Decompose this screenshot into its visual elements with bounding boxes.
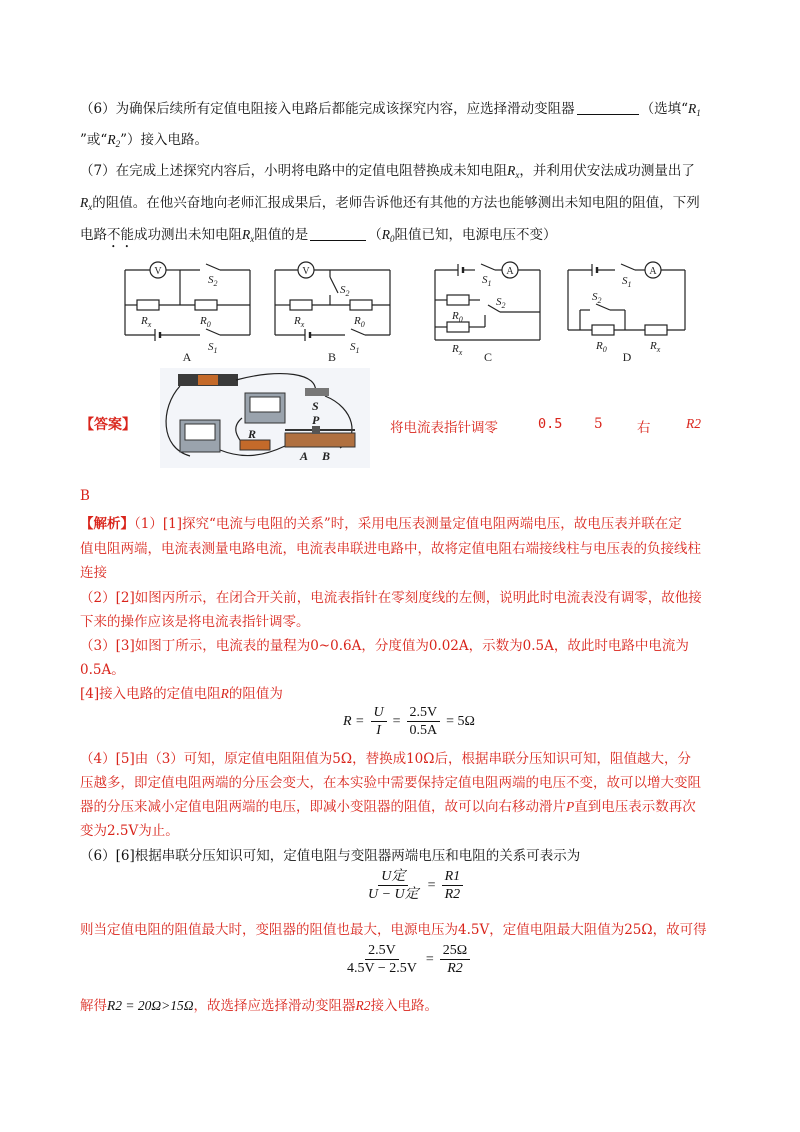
svg-text:S1 <box>208 341 218 355</box>
svg-text:S2 <box>592 291 602 305</box>
rheostat-photo-icon <box>285 433 355 447</box>
circuit-a-r0: R <box>200 315 207 327</box>
q7-text-g: （ <box>368 227 382 243</box>
circuit-c-rx-sub: x <box>458 348 463 357</box>
q7-r0-sub: 0 <box>390 234 395 244</box>
svg-text:R0 <box>353 315 365 329</box>
circuit-d-s2-sub: 2 <box>597 296 602 305</box>
formula1-frac1 <box>371 704 387 739</box>
formula1-frac2 <box>407 704 441 739</box>
circuit-b-v-label: V <box>302 266 310 277</box>
circuit-c-s1: S <box>482 274 488 286</box>
analysis-p-symbol: P <box>566 799 575 814</box>
circuit-d-r0-sub: 0 <box>602 345 607 354</box>
circuit-c-a-label: A <box>506 266 514 277</box>
photo-b-label: B <box>322 449 331 463</box>
analysis-line-8 <box>80 684 730 704</box>
q7-text-h: 阻值已知，电源电压不变） <box>394 227 557 243</box>
svg-text:S1 <box>482 274 492 288</box>
formula3-den2: R2 <box>447 961 463 976</box>
circuit-a-s2-sub: 2 <box>213 279 218 288</box>
q6-text-d: ”）接入电路。 <box>120 132 208 148</box>
svg-text:R0 <box>451 310 463 324</box>
circuit-b-rx-sub: x <box>300 320 305 329</box>
svg-text:R0 <box>595 340 607 354</box>
q6-line2 <box>80 130 730 154</box>
circuit-c-s1-sub: 1 <box>487 279 492 288</box>
q7-r0: R <box>381 227 390 242</box>
circuit-d-rx-sub: x <box>656 345 661 354</box>
formula1-den2: 0.5A <box>409 723 438 738</box>
photo-p-label: P <box>312 413 320 427</box>
apparatus-photo <box>160 368 370 468</box>
circuit-c-r0: R <box>452 310 459 322</box>
circuit-d-s1: S <box>622 275 628 287</box>
formula2-frac1 <box>365 868 422 903</box>
svg-text:S2 <box>340 284 350 298</box>
formula2-num1: U定 <box>378 868 408 886</box>
circuit-a-label: A <box>182 350 192 364</box>
q6-r2: R <box>107 132 116 147</box>
answer-label: 【答案】 <box>80 417 136 433</box>
circuit-b-s1-sub: 1 <box>355 346 360 355</box>
circuit-a-s1: S <box>208 341 214 353</box>
circuit-diagrams <box>110 255 710 365</box>
q6-line1 <box>80 99 730 123</box>
answer-item-4: 右 <box>637 420 651 436</box>
answer-item-1: 将电流表指针调零 <box>390 420 498 436</box>
q6-text-a: （6）为确保后续所有定值电阻接入电路后都能完成该探究内容，应选择滑动变阻器 <box>80 101 575 117</box>
analysis-result-eq: R2 = 20Ω>15Ω <box>107 998 194 1013</box>
formula-ohms-law <box>343 704 475 739</box>
q7-rx-sub: x <box>515 170 520 180</box>
formula3-eq: = <box>425 951 434 967</box>
svg-text:R0 <box>199 315 211 329</box>
analysis-text-11a: 器的分压来减小定值电阻两端的电压，即减小变阻器的阻值，故可以向右移动滑片 <box>80 799 566 815</box>
analysis-line-14: 则当定值电阻的阻值最大时，变阻器的阻值也最大，电源电压为4.5V，定值电阻最大阻值为25Ω，故可得 <box>80 922 707 938</box>
q6-r1: R <box>688 101 697 116</box>
formula2-eq: = <box>427 877 436 893</box>
formula2-num2: R1 <box>442 868 464 886</box>
q7-line1 <box>80 161 730 185</box>
analysis-line-6: （3）[3]如图丁所示，电流表的量程为0~0.6A，分度值为0.02A，示数为0.5A，故此时电路中电流为 <box>80 638 689 654</box>
svg-text:Rx <box>649 340 661 354</box>
circuit-a-s1-sub: 1 <box>213 346 218 355</box>
svg-text:S1 <box>350 341 360 355</box>
formula1-den1: I <box>376 723 381 738</box>
circuit-b-s2: S <box>340 284 346 296</box>
analysis-line-2: 值电阻两端，电流表测量电路电流，电流表串联进电路中，故将定值电阻右端接线柱与电压表的负接线柱 <box>80 541 701 557</box>
formula1-num2: 2.5V <box>407 704 441 722</box>
q7-line2 <box>80 193 730 217</box>
analysis-line-4: （2）[2]如图丙所示，在闭合开关前，电流表指针在零刻度线的左侧，说明此时电流表没有调零，故他接 <box>80 590 702 606</box>
svg-text:S2 <box>496 296 506 310</box>
answer-item-5: R2 <box>686 416 701 431</box>
q7-text-c: 的阻值。在他兴奋地向老师汇报成果后，老师告诉他还有其他的方法也能够测出未知电阻的阻值，下列 <box>92 195 700 211</box>
analysis-line-5: 下来的操作应该是将电流表指针调零。 <box>80 614 310 630</box>
analysis-line-10: 压越多，即定值电阻两端的分压会变大，在本实验中需要保持定值电阻两端的电压不变，故可以增大变阻 <box>80 775 701 791</box>
circuit-a-r0-sub: 0 <box>206 320 211 329</box>
q7-rx-2: R <box>80 195 89 210</box>
formula3-frac1 <box>344 942 420 977</box>
analysis-line-12: 变为2.5V为止。 <box>80 823 179 839</box>
circuit-a-rx-sub: x <box>147 320 152 329</box>
circuit-c-s2: S <box>496 296 502 308</box>
formula1-lhs: R = <box>343 713 365 729</box>
formula3-num2: 25Ω <box>440 942 470 960</box>
circuit-d-s1-sub: 1 <box>627 280 632 289</box>
circuit-b <box>275 270 390 341</box>
svg-text:Rx <box>451 343 463 357</box>
svg-text:S1 <box>622 275 632 289</box>
analysis-line-9: （4）[5]由（3）可知，原定值电阻阻值为5Ω，替换成10Ω后，根据串联分压知识可知，阻值越大，分 <box>80 751 691 767</box>
q6-r1-sub: 1 <box>696 108 701 118</box>
photo-r-label: R <box>248 427 257 441</box>
analysis-r-symbol: R <box>220 686 229 701</box>
svg-text:Rx <box>140 315 152 329</box>
analysis-text-8b: 的阻值为 <box>228 686 283 702</box>
formula-voltage-ratio <box>362 868 466 903</box>
circuit-b-rx: R <box>294 315 301 327</box>
circuit-d-s2: S <box>592 291 598 303</box>
formula1-num1: U <box>371 704 387 722</box>
formula-substitution <box>341 942 473 977</box>
circuit-d-label: D <box>622 350 632 364</box>
q7-text-a: （7）在完成上述探究内容后，小明将电路中的定值电阻替换成未知电阻 <box>80 163 508 179</box>
analysis-line-11 <box>80 797 730 817</box>
formula2-den1: U − U定 <box>368 887 419 902</box>
answer-item-2: 0.5 <box>538 416 563 432</box>
analysis-r2-symbol: R2 <box>355 998 371 1013</box>
q7-rx-3-sub: x <box>250 234 255 244</box>
circuit-c-s2-sub: 2 <box>501 301 506 310</box>
q7-text-e: 成功测出未知电阻 <box>134 227 242 243</box>
photo-a-label: A <box>300 449 309 463</box>
circuit-c-label: C <box>483 350 493 364</box>
formula2-den2: R2 <box>444 887 461 902</box>
formula2-frac2 <box>442 868 464 903</box>
analysis-line-15 <box>80 996 730 1016</box>
analysis-line-3: 连接 <box>80 565 107 581</box>
formula1-rhs: = 5Ω <box>446 713 475 729</box>
circuit-b-r0-sub: 0 <box>360 320 365 329</box>
circuit-d-rx: R <box>650 340 657 352</box>
answer-item-3: 5 <box>594 416 603 432</box>
formula1-eq: = <box>392 713 401 729</box>
circuit-c-r0-sub: 0 <box>458 315 463 324</box>
circuit-a <box>125 264 250 341</box>
switch-photo-icon <box>305 388 329 396</box>
analysis-text-11b: 直到电压表示数再次 <box>574 799 696 815</box>
analysis-text-15c: 接入电路。 <box>370 998 438 1014</box>
q7-rx: R <box>507 163 516 178</box>
formula3-den1: 4.5V − 2.5V <box>347 961 417 976</box>
q7-text-d: 电路 <box>80 227 107 243</box>
circuit-c-rx: R <box>452 343 459 355</box>
q6-text-b: （选填“ <box>640 101 688 117</box>
svg-text:Rx <box>293 315 305 329</box>
q7-line3 <box>80 225 730 251</box>
analysis-line-13: （6）[6]根据串联分压知识可知，定值电阻与变阻器两端电压和电阻的关系可表示为 <box>80 848 581 864</box>
analysis-text-15a: 解得 <box>80 998 107 1014</box>
circuit-b-s2-sub: 2 <box>345 289 350 298</box>
circuit-a-rx: R <box>141 315 148 327</box>
answer-q7: B <box>80 488 90 504</box>
analysis-line-1 <box>80 514 730 534</box>
circuit-b-r0: R <box>354 315 361 327</box>
q7-emphasis: 不能 <box>107 227 134 243</box>
q7-answer-blank <box>310 226 366 241</box>
circuit-b-s1: S <box>350 341 356 353</box>
analysis-text-15b: ，故选择应选择滑动变阻器 <box>193 998 356 1014</box>
formula3-num1: 2.5V <box>365 942 399 960</box>
circuit-b-label: B <box>327 350 337 364</box>
circuit-a-s2: S <box>208 274 214 286</box>
q7-rx-2-sub: x <box>88 202 93 212</box>
q6-r2-sub: 2 <box>115 139 121 149</box>
q6-answer-blank <box>577 100 639 115</box>
circuit-d-a-label: A <box>649 266 657 277</box>
circuit-a-v-label: V <box>154 266 162 277</box>
analysis-text-8a: [4]接入电路的定值电阻 <box>80 686 221 702</box>
formula3-frac2 <box>440 942 470 977</box>
circuit-d-r0: R <box>596 340 603 352</box>
analysis-text-1: （1）[1]探究“电流与电阻的关系”时，采用电压表测量定值电阻两端电压，故电压表并联在定 <box>134 516 682 532</box>
q7-text-f: 阻值的是 <box>254 227 309 243</box>
q6-text-c: ”或“ <box>80 132 108 148</box>
resistor-photo-icon <box>240 440 270 450</box>
analysis-label: 【解析】 <box>80 516 134 532</box>
svg-text:S2 <box>208 274 218 288</box>
analysis-line-7: 0.5A。 <box>80 662 125 678</box>
q7-text-b: ，并利用伏安法成功测量出了 <box>519 163 695 179</box>
circuit-c <box>435 264 540 340</box>
photo-s-label: S <box>312 399 319 413</box>
q7-rx-3: R <box>242 227 251 242</box>
